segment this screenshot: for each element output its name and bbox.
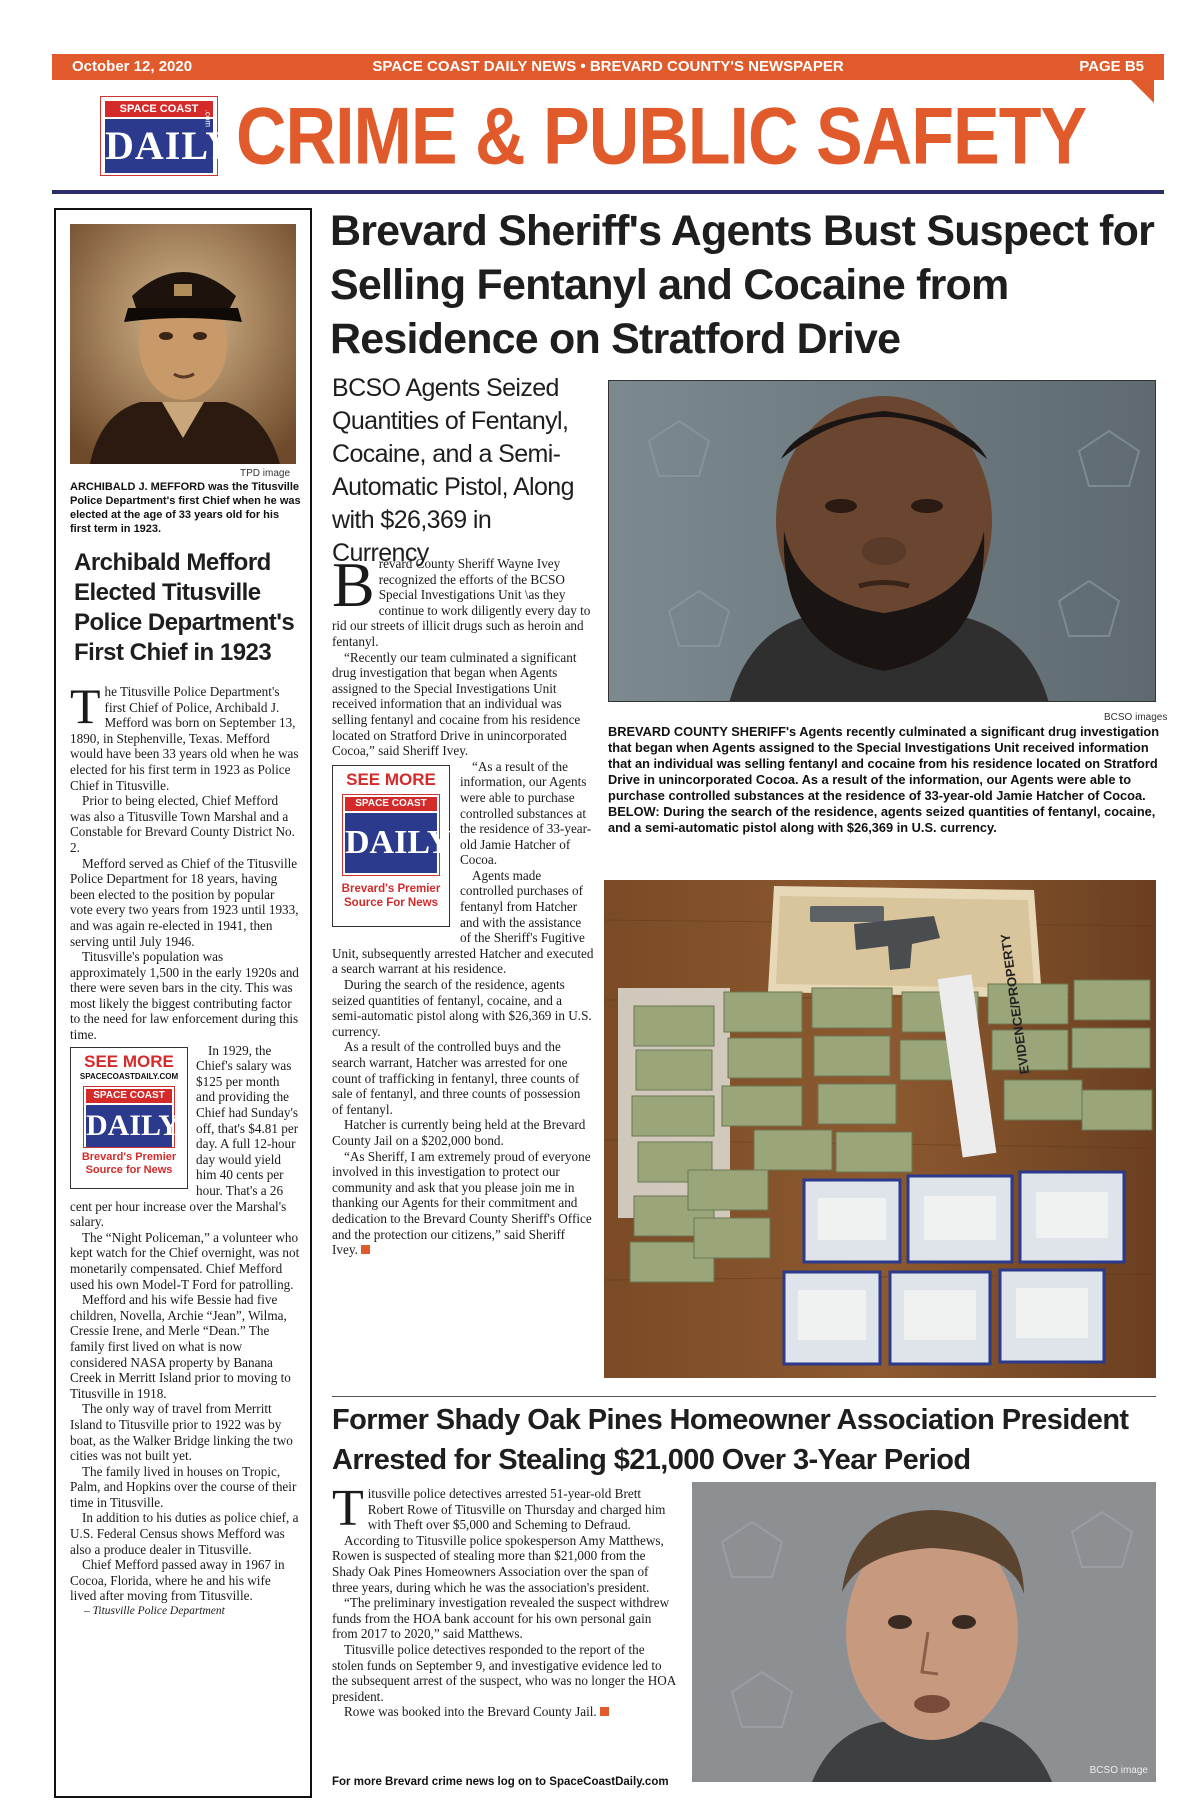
sidebar-signoff: – Titusville Police Department [84, 1605, 225, 1618]
see-more-tagline: Brevard's Premier Source for News [81, 1150, 177, 1176]
story-divider [332, 1396, 1156, 1397]
second-body [332, 1486, 678, 1770]
main-paragraph: “As Sheriff, I am extremely proud of everyone involved in this investigation to protect our community and ask that you please join me in thanking our Agents for their commitment and dedication to the Brevard County Sheriff's Office and the protection our citizens,” said Sheriff Ivey. [332, 1148, 592, 1258]
sidebar-dropcap: T [70, 684, 101, 734]
seized-evidence-photo [604, 880, 1156, 1378]
sidebar-paragraph: he Titusville Police Department's first Chief of Police, Archibald J. Mefford was born on September 13, 1890, in Stephenville, Texas. Mefford would have been 33 years old when he was elected for his first term in 1923 as Police Chief in Titusville. [70, 684, 299, 793]
issue-date: October 12, 2020 [72, 58, 193, 75]
second-dropcap: T [332, 1486, 364, 1537]
sidebar-body [70, 684, 300, 1764]
second-headline: Former Shady Oak Pines Homeowner Association President Arrested for Stealing $21,000 Over 3-Year Period [332, 1404, 1129, 1476]
second-paragraph: itusville police detectives arrested 51-year-old Brett Robert Rowe of Titusville on Thursday and charged him with Theft over $5,000 and Scheming to Defraud. [367, 1486, 666, 1533]
sidebar-paragraph: Mefford and his wife Bessie had five children, Novella, Archie “Jean”, Wilma, Cressie Irene, and Merle “Dean.” The family first lived on what is now considered NASA property by Banana Creek in Merritt Island prior to moving to Titusville in 1918. [70, 1292, 291, 1401]
main-body [332, 556, 594, 1386]
second-paragraph: Titusville police detectives responded to the report of the stolen funds on September 9, and investigative evidence led to the subsequent arrest of the suspect, who was no longer the HOA president. [332, 1641, 676, 1704]
main-headline: Brevard Sheriff's Agents Bust Suspect for Selling Fentanyl and Cocaine from Residence on Stratford Drive [330, 207, 1155, 363]
mefford-portrait [70, 224, 296, 464]
sidebar-paragraph: In addition to his duties as police chief, a U.S. Federal Census shows Mefford was also a produce dealer in Titusville. [70, 1510, 299, 1557]
main-paragraph: Hatcher is currently being held at the Brevard County Jail on a $202,000 bond. [332, 1117, 586, 1148]
main-photo-credit: BCSO images [1104, 712, 1168, 723]
main-paragraph: “As a result of the information, our Agents were able to purchase controlled substances at the residence of 33-year-old Jamie Hatcher of Cocoa. [460, 758, 592, 868]
main-paragraph: Agents made controlled purchases of fentanyl from Hatcher and with the assistance of the Sheriff's Fugitive Unit, subsequently arrested Hatcher and executed a search warrant at his residence. [332, 867, 594, 977]
sidebar-paragraph: In 1929, the Chief's salary was $125 per month and providing the Chief had Sunday's off, that's $4.81 per day. A full 12-hour day would yield him 40 cents per hour. That's a 26 cent per hour increase over the Marshal's salary. [70, 1042, 299, 1230]
main-photo-caption: BREVARD COUNTY SHERIFF's Agents recently culminated a significant drug investigation that began when Agents assigned to the Special Investigations Unit received information that an individual was selling fentanyl and cocaine from his residence located on Stratford Drive in unincorporated Cocoa. As a result of the information, our Agents were able to purchase controlled substances at the residence of 33-year-old Jamie Hatcher of Cocoa. BELOW: During the search of the residence, agents seized quantities of fentanyl, cocaine, and a semi-automatic pistol along with $26,369 in U.S. currency. [608, 724, 1160, 835]
end-mark [600, 1707, 609, 1716]
sidebar-paragraph: Titusville's population was approximately 1,500 in the early 1920s and there were seven bars in the city. This was most likely the biggest contributing factor to the need for law enforcement during this time. [70, 949, 299, 1043]
second-paragraph: Rowe was booked into the Brevard County Jail. [344, 1704, 597, 1720]
second-photo-credit: BCSO image [1089, 1765, 1148, 1776]
logo-line-2: DAILY [105, 119, 213, 173]
main-dropcap: B [332, 556, 375, 620]
sidebar-paragraph: Chief Mefford passed away in 1967 in Cocoa, Florida, where he and his wife lived after moving from Titusville. [70, 1557, 285, 1604]
main-deck: BCSO Agents Seized Quantities of Fentanyl, Cocaine, and a Semi-Automatic Pistol, Along with $26,369 in Currency [332, 374, 574, 567]
publication-name: SPACE COAST DAILY NEWS • BREVARD COUNTY'S NEWSPAPER [372, 58, 844, 75]
sidebar-paragraph: The only way of travel from Merritt Island to Titusville prior to 1922 was by boat, as the Walker Bridge linking the two cities was not built yet. [70, 1401, 293, 1464]
logo-line-3: .com [203, 109, 212, 127]
end-mark [361, 1245, 370, 1254]
main-paragraph: “Recently our team culminated a significant drug investigation that began when Agents assigned to the Special Investigations Unit received information that an individual was selling fentanyl and cocaine from his residence located on Stratford Drive in unincorporated Cocoa,” said Sheriff Ivey. [332, 649, 581, 759]
sidebar-headline: Archibald Mefford Elected Titusville Police Department's First Chief in 1923 [74, 549, 295, 666]
see-more-logo-line-1: SPACE COAST [86, 1089, 172, 1103]
see-more-logo-line-2: DAILY [345, 813, 437, 873]
sidebar-story [54, 208, 312, 1798]
see-more-title: SEE MORE [346, 769, 436, 789]
see-more-url: SPACECOASTDAILY.COM [79, 1071, 179, 1081]
page-number: PAGE B5 [1079, 58, 1144, 75]
hatcher-mugshot [608, 380, 1156, 702]
rowe-mugshot [692, 1482, 1156, 1782]
sidebar-paragraph: The “Night Policeman,” a volunteer who kept watch for the Chief overnight, was not monetarily compensated. Chief Mefford used his own Model-T Ford for patrolling. [70, 1229, 300, 1292]
see-more-ad-main[interactable] [332, 765, 450, 927]
see-more-ad-sidebar[interactable] [70, 1047, 188, 1189]
main-paragraph: During the search of the residence, agents seized quantities of fentanyl, cocaine, and a semi-automatic pistol along with $26,369 in U.S. currency. [332, 977, 592, 1039]
top-banner [52, 54, 1164, 80]
see-more-logo-line-2: DAILY [86, 1105, 172, 1147]
sidebar-photo-credit: TPD image [240, 468, 291, 479]
second-paragraph: “The preliminary investigation revealed the suspect withdrew funds from the HOA bank account for his own personal gain from 2017 to 2020,” said Matthews. [332, 1595, 670, 1642]
second-paragraph: According to Titusville police spokesperson Amy Matthews, Rowen is suspected of stealing more than $21,000 from the Shady Oak Pines Homeowners Association over the span of three years, during which he was the association's president. [332, 1532, 664, 1595]
see-more-logo-line-1: SPACE COAST [345, 797, 437, 811]
logo-line-1: SPACE COAST [105, 101, 213, 117]
see-more-logo [83, 1086, 180, 1148]
header-rule [52, 190, 1164, 194]
see-more-title: SEE MORE [84, 1051, 174, 1071]
section-title: CRIME & PUBLIC SAFETY [236, 91, 1087, 181]
sidebar-paragraph: Prior to being elected, Chief Mefford was also a Titusville Town Marshal and a Constable for Brevard County District No. 2. [70, 793, 295, 855]
footer-link[interactable]: For more Brevard crime news log on to SpaceCoastDaily.com [332, 1776, 669, 1788]
sidebar-paragraph: Mefford served as Chief of the Titusville Police Department for 18 years, having been elected to the position by popular vote every two years from 1923 until 1933, and was again re-elected in 1941, then serving until July 1946. [70, 855, 299, 949]
see-more-logo [342, 794, 452, 876]
main-paragraph: revard County Sheriff Wayne Ivey recognized the efforts of the BCSO Special Investigations Unit \as they continue to work diligently every day to rid our streets of illicit drugs such as heroin and fentanyl. [332, 556, 591, 649]
sidebar-photo-caption: ARCHIBALD J. MEFFORD was the Titusville Police Department's first Chief when he was elected at the age of 33 years old for his first term in 1923. [70, 481, 301, 535]
main-paragraph: As a result of the controlled buys and the search warrant, Hatcher was arrested for one count of trafficking in fentanyl, three counts of sale of fentanyl, and three counts of possession of fentanyl. [332, 1039, 581, 1117]
sidebar-paragraph: The family lived in houses on Tropic, Palm, and Hopkins over the course of their time in Titusville. [70, 1463, 297, 1510]
evidence-label: EVIDENCE/PROPERTY [997, 932, 1033, 1076]
space-coast-daily-logo[interactable] [100, 96, 236, 176]
see-more-tagline: Brevard's Premier Source For News [341, 882, 441, 909]
